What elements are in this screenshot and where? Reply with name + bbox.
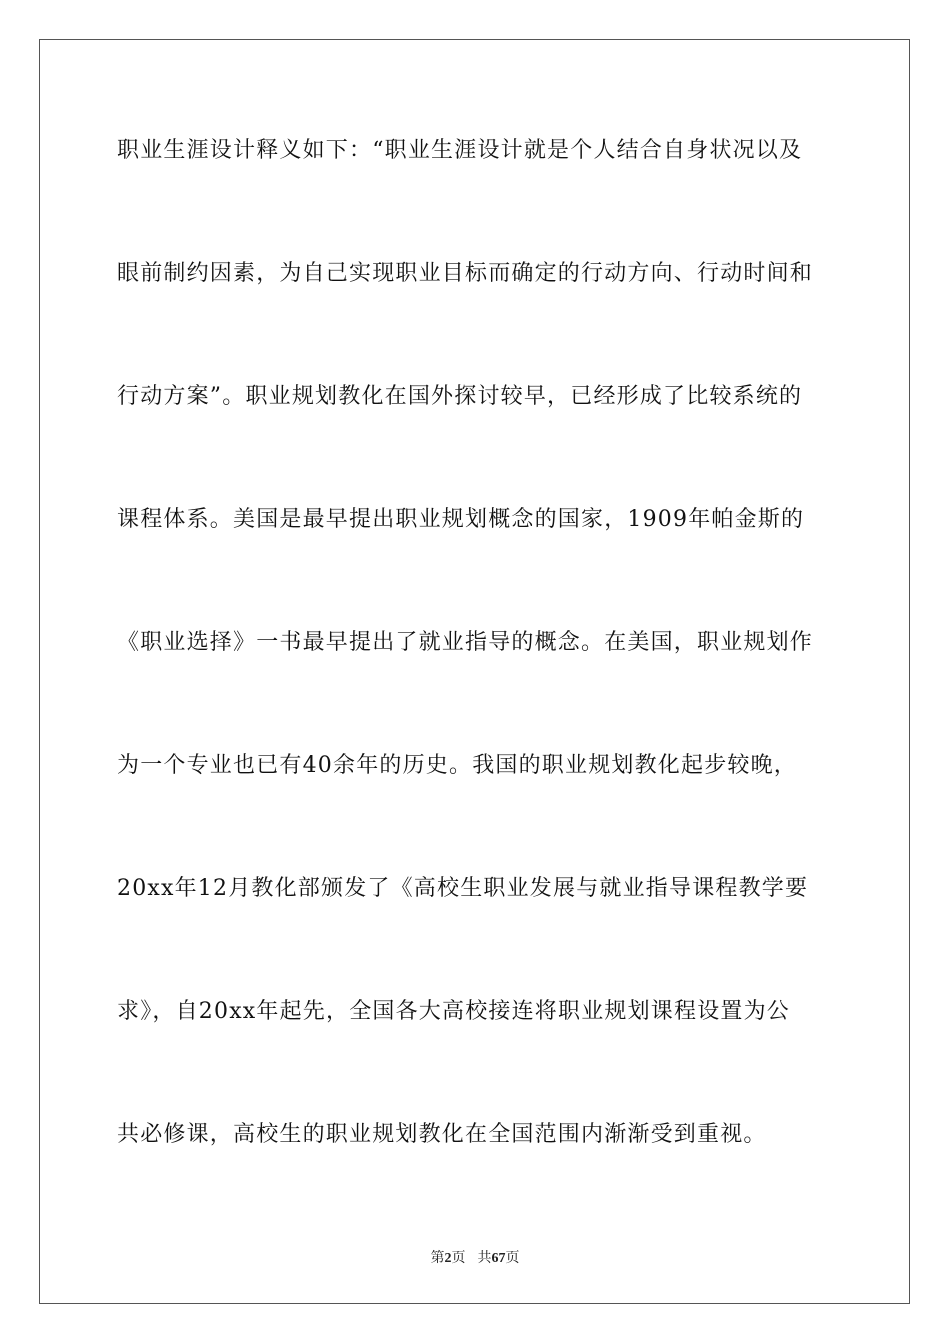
body-line-4: 课程体系。美国是最早提出职业规划概念的国家，1909年帕金斯的 (117, 507, 805, 532)
body-line-8: 求》，自20xx年起先，全国各大高校接连将职业规划课程设置为公 (117, 999, 791, 1024)
body-line-9: 共必修课，高校生的职业规划教化在全国范围内渐渐受到重视。 (117, 1122, 767, 1147)
total-prefix: 共 (477, 1250, 492, 1266)
body-line-7: 20xx年12月教化部颁发了《高校生职业发展与就业指导课程教学要 (117, 876, 809, 901)
body-line-1: 职业生涯设计释义如下：“职业生涯设计就是个人结合自身状况以及 (117, 138, 803, 163)
page-suffix: 页 (451, 1250, 466, 1266)
total-pages: 67 (491, 1251, 506, 1266)
body-line-5: 《职业选择》一书最早提出了就业指导的概念。在美国，职业规划作 (117, 630, 814, 655)
total-suffix: 页 (505, 1250, 520, 1266)
body-line-3: 行动方案”。职业规划教化在国外探讨较早，已经形成了比较系统的 (117, 384, 803, 409)
page-footer (0, 1249, 950, 1268)
page-prefix: 第 (430, 1250, 445, 1266)
body-line-2: 眼前制约因素，为自己实现职业目标而确定的行动方向、行动时间和 (117, 261, 814, 286)
page-number: 2 (444, 1251, 452, 1266)
body-line-6: 为一个专业也已有40余年的历史。我国的职业规划教化起步较晚， (117, 753, 797, 778)
page-border (39, 39, 910, 1304)
